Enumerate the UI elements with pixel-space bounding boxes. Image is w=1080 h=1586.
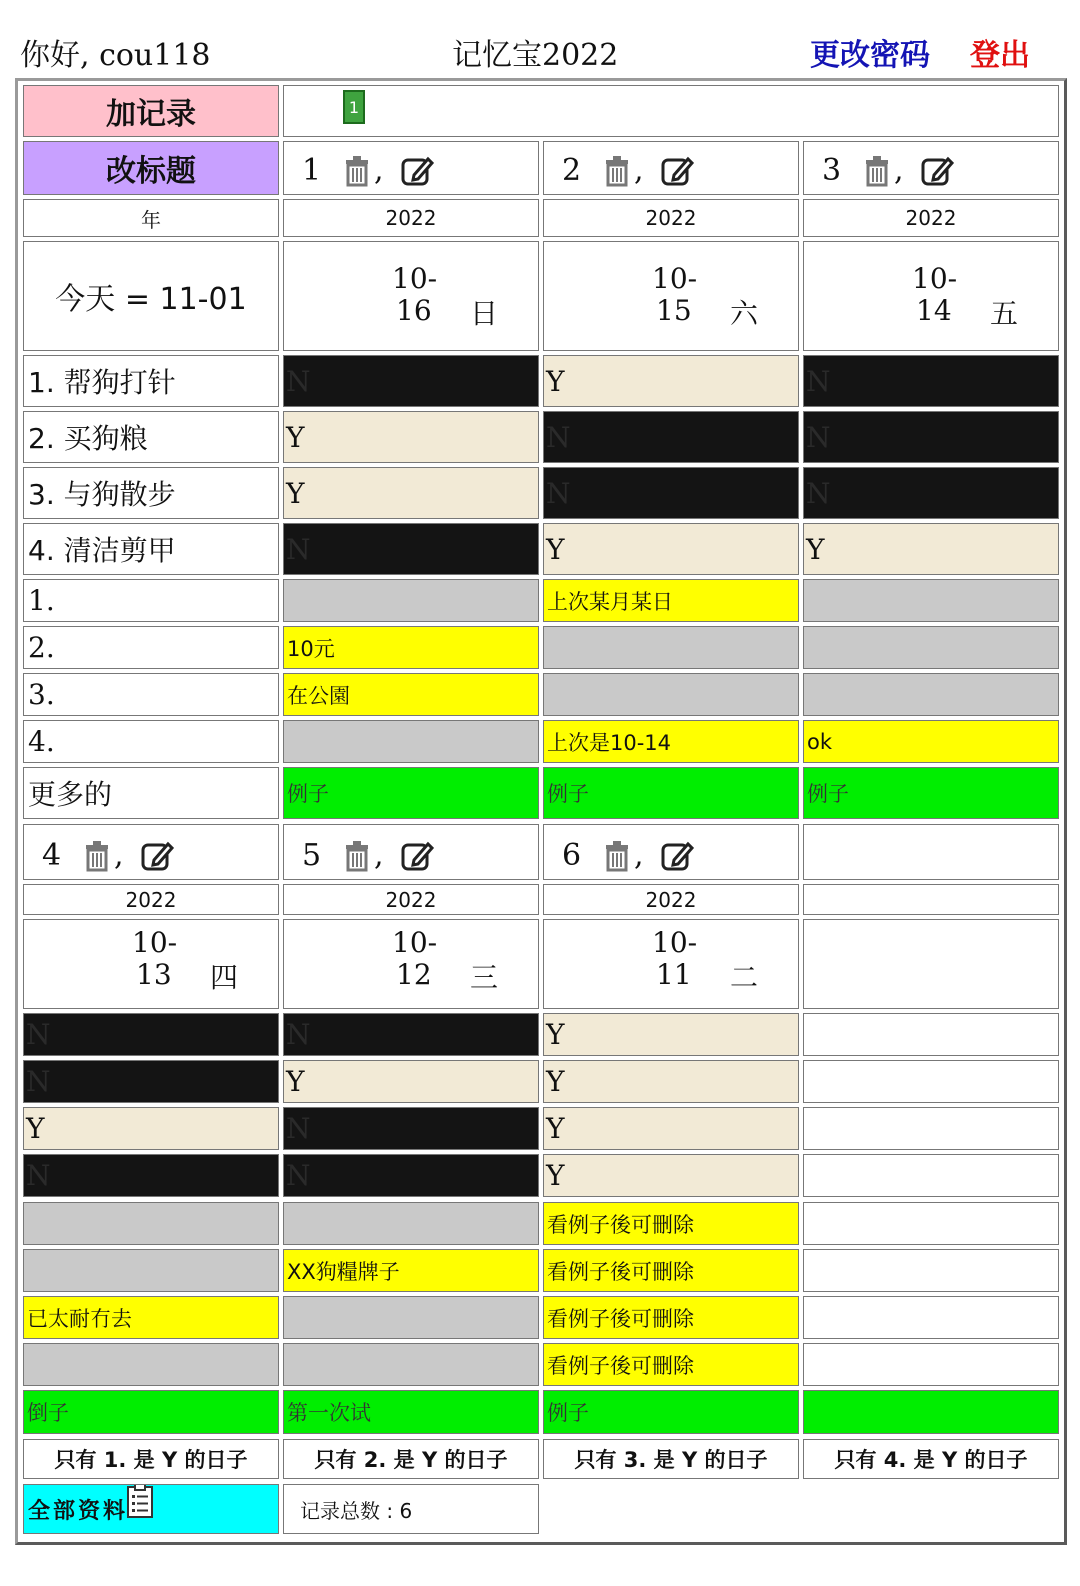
- check-cell-task-2[interactable]: N: [23, 1060, 279, 1103]
- note-cell-3[interactable]: [283, 1296, 539, 1339]
- check-cell-task-4[interactable]: N: [283, 1154, 539, 1197]
- more-label: 更多的: [23, 767, 279, 819]
- month-day-text: 16: [396, 294, 432, 327]
- check-cell-task-1[interactable]: Y: [543, 1013, 799, 1056]
- note-cell-4[interactable]: [283, 1343, 539, 1386]
- note-cell-4[interactable]: 看例子後可刪除: [543, 1343, 799, 1386]
- weekday-label: 六: [730, 297, 759, 330]
- record-date: [23, 919, 279, 1009]
- note-cell-1[interactable]: 上次某月某日: [543, 579, 799, 622]
- filter-button-1[interactable]: 只有 1. 是 Y 的日子: [23, 1439, 279, 1479]
- change-title-button[interactable]: 改标题: [23, 141, 279, 195]
- empty-note-cell: [803, 1249, 1059, 1292]
- month-day-text: 10-: [652, 926, 698, 959]
- more-cell[interactable]: 倒子: [23, 1390, 279, 1434]
- note-label-1: 1.: [23, 579, 279, 622]
- record-year: 2022: [23, 884, 279, 915]
- check-cell-task-3[interactable]: N: [283, 1107, 539, 1150]
- weekday-label: 五: [990, 297, 1019, 330]
- check-cell-task-1[interactable]: N: [283, 355, 539, 407]
- record-year: 2022: [543, 199, 799, 237]
- logout-link[interactable]: 登出: [970, 38, 1030, 73]
- month-day-text: 10-: [652, 262, 698, 295]
- month-day-text: 10-: [392, 262, 438, 295]
- month-day-text: 15: [656, 294, 692, 327]
- record-year: 2022: [803, 199, 1059, 237]
- weekday-label: 二: [730, 961, 759, 994]
- record-header-5: [283, 824, 539, 880]
- month-day-text: 13: [136, 958, 172, 991]
- all-data-label: 全部资料: [28, 1498, 129, 1524]
- record-number: 1: [302, 153, 322, 188]
- record-header-6: [543, 824, 799, 880]
- record-date: [283, 919, 539, 1009]
- note-cell-3[interactable]: 看例子後可刪除: [543, 1296, 799, 1339]
- empty-year-cell: [803, 884, 1059, 915]
- check-cell-task-3[interactable]: Y: [543, 1107, 799, 1150]
- note-cell-4[interactable]: ok: [803, 720, 1059, 763]
- note-cell-2[interactable]: 10元: [283, 626, 539, 669]
- more-cell[interactable]: 例子: [283, 767, 539, 819]
- task-label-4: 4. 清洁剪甲: [23, 523, 279, 575]
- trash-icon[interactable]: [342, 154, 372, 188]
- record-date: [803, 241, 1059, 351]
- note-cell-1[interactable]: [283, 1202, 539, 1245]
- task-label-2: 2. 买狗粮: [23, 411, 279, 463]
- empty-check-cell: [803, 1107, 1059, 1150]
- record-year: 2022: [283, 199, 539, 237]
- check-cell-task-2[interactable]: Y: [283, 1060, 539, 1103]
- total-records-label: 记录总数 : 6: [283, 1484, 539, 1534]
- weekday-label: 四: [210, 961, 239, 994]
- note-cell-3[interactable]: [543, 673, 799, 716]
- check-cell-task-4[interactable]: Y: [543, 523, 799, 575]
- edit-icon[interactable]: [660, 839, 694, 873]
- more-cell[interactable]: 例子: [803, 767, 1059, 819]
- add-record-button[interactable]: 加记录: [23, 85, 279, 137]
- note-cell-4[interactable]: [283, 720, 539, 763]
- trash-icon[interactable]: [602, 839, 632, 873]
- record-date: [543, 919, 799, 1009]
- note-cell-2[interactable]: [23, 1249, 279, 1292]
- task-label-3: 3. 与狗散步: [23, 467, 279, 519]
- year-label: 年: [23, 199, 279, 237]
- greeting: 你好, cou118: [20, 38, 211, 73]
- empty-header-cell: [803, 824, 1059, 880]
- record-header-3: [803, 141, 1059, 195]
- empty-note-cell: [803, 1202, 1059, 1245]
- record-count-badge[interactable]: 1: [343, 90, 365, 124]
- note-cell-2[interactable]: [543, 626, 799, 669]
- add-record-area[interactable]: [283, 85, 1059, 137]
- note-cell-1[interactable]: 看例子後可刪除: [543, 1202, 799, 1245]
- edit-icon[interactable]: [660, 154, 694, 188]
- separator: ,: [894, 153, 904, 188]
- record-date: [283, 241, 539, 351]
- note-cell-2[interactable]: 看例子後可刪除: [543, 1249, 799, 1292]
- check-cell-task-3[interactable]: Y: [23, 1107, 279, 1150]
- note-cell-3[interactable]: 在公園: [283, 673, 539, 716]
- note-cell-4[interactable]: 上次是10-14: [543, 720, 799, 763]
- record-number: 3: [822, 153, 842, 188]
- empty-note-cell: [803, 1343, 1059, 1386]
- check-cell-task-2[interactable]: Y: [283, 411, 539, 463]
- month-day-text: 12: [396, 958, 432, 991]
- month-day-text: 14: [916, 294, 952, 327]
- check-cell-task-3[interactable]: N: [803, 467, 1059, 519]
- note-cell-1[interactable]: [23, 1202, 279, 1245]
- edit-icon[interactable]: [920, 154, 954, 188]
- empty-date-cell: [803, 919, 1059, 1009]
- record-date: [543, 241, 799, 351]
- note-cell-3[interactable]: [803, 673, 1059, 716]
- record-number: 5: [302, 838, 322, 873]
- trash-icon[interactable]: [602, 154, 632, 188]
- check-cell-task-4[interactable]: Y: [803, 523, 1059, 575]
- check-cell-task-1[interactable]: N: [803, 355, 1059, 407]
- month-day-text: 11: [656, 958, 692, 991]
- check-cell-task-1[interactable]: N: [23, 1013, 279, 1056]
- note-label-3: 3.: [23, 673, 279, 716]
- today-label: 今天 = 11-01: [23, 241, 279, 351]
- empty-check-cell: [803, 1154, 1059, 1197]
- record-header-2: [543, 141, 799, 195]
- check-cell-task-1[interactable]: Y: [543, 355, 799, 407]
- all-data-button[interactable]: [23, 1484, 279, 1534]
- note-cell-3[interactable]: 已太耐冇去: [23, 1296, 279, 1339]
- check-cell-task-4[interactable]: Y: [543, 1154, 799, 1197]
- clipboard-list-icon: [126, 1484, 154, 1525]
- record-number: 4: [42, 838, 62, 873]
- note-cell-1[interactable]: [803, 579, 1059, 622]
- edit-icon[interactable]: [140, 839, 174, 873]
- check-cell-task-1[interactable]: N: [283, 1013, 539, 1056]
- month-day-text: 10-: [912, 262, 958, 295]
- check-cell-task-3[interactable]: Y: [283, 467, 539, 519]
- change-password-link[interactable]: 更改密码: [810, 38, 930, 73]
- task-label-1: 1. 帮狗打针: [23, 355, 279, 407]
- record-header-1: [283, 141, 539, 195]
- edit-icon[interactable]: [400, 154, 434, 188]
- record-year: 2022: [283, 884, 539, 915]
- more-cell[interactable]: 第一次试: [283, 1390, 539, 1434]
- trash-icon[interactable]: [862, 154, 892, 188]
- note-label-4: 4.: [23, 720, 279, 763]
- trash-icon[interactable]: [342, 839, 372, 873]
- note-label-2: 2.: [23, 626, 279, 669]
- check-cell-task-2[interactable]: N: [543, 411, 799, 463]
- weekday-label: 日: [470, 297, 499, 330]
- filter-button-3[interactable]: 只有 3. 是 Y 的日子: [543, 1439, 799, 1479]
- filter-button-2[interactable]: 只有 2. 是 Y 的日子: [283, 1439, 539, 1479]
- separator: ,: [374, 838, 384, 873]
- note-cell-1[interactable]: [283, 579, 539, 622]
- edit-icon[interactable]: [400, 839, 434, 873]
- top-bar: [0, 0, 1080, 80]
- more-cell[interactable]: 例子: [543, 767, 799, 819]
- app-title: 记忆宝2022: [452, 38, 619, 73]
- record-year: 2022: [543, 884, 799, 915]
- check-cell-task-3[interactable]: N: [543, 467, 799, 519]
- note-cell-2[interactable]: XX狗糧牌子: [283, 1249, 539, 1292]
- separator: ,: [634, 153, 644, 188]
- separator: ,: [114, 838, 124, 873]
- empty-more-cell[interactable]: [803, 1390, 1059, 1434]
- record-number: 2: [562, 153, 582, 188]
- month-day-text: 10-: [132, 926, 178, 959]
- separator: ,: [634, 838, 644, 873]
- weekday-label: 三: [470, 961, 499, 994]
- check-cell-task-4[interactable]: N: [23, 1154, 279, 1197]
- empty-check-cell: [803, 1013, 1059, 1056]
- filter-button-4[interactable]: 只有 4. 是 Y 的日子: [803, 1439, 1059, 1479]
- check-cell-task-4[interactable]: N: [283, 523, 539, 575]
- note-cell-4[interactable]: [23, 1343, 279, 1386]
- record-number: 6: [562, 838, 582, 873]
- empty-check-cell: [803, 1060, 1059, 1103]
- check-cell-task-2[interactable]: Y: [543, 1060, 799, 1103]
- record-header-4: [23, 824, 279, 880]
- empty-note-cell: [803, 1296, 1059, 1339]
- month-day-text: 10-: [392, 926, 438, 959]
- check-cell-task-2[interactable]: N: [803, 411, 1059, 463]
- more-cell[interactable]: 例子: [543, 1390, 799, 1434]
- separator: ,: [374, 153, 384, 188]
- note-cell-2[interactable]: [803, 626, 1059, 669]
- trash-icon[interactable]: [82, 839, 112, 873]
